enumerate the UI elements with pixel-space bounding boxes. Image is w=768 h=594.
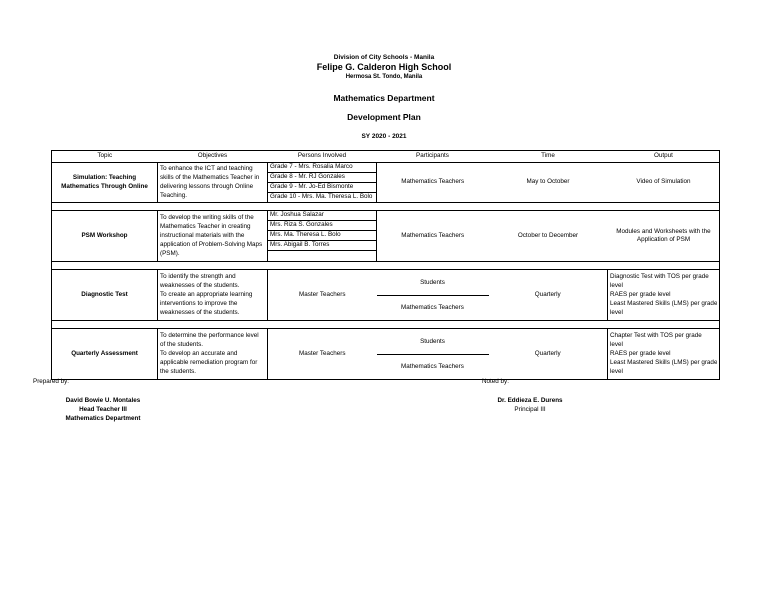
objective-line: instructional materials with the	[160, 231, 245, 239]
output-cell	[608, 270, 720, 321]
output-line: RAES per grade level	[610, 290, 671, 298]
objective-line: weaknesses of the students.	[160, 308, 240, 316]
person-line: Mrs. Ma. Theresa L. Bolo	[268, 231, 376, 241]
person-line: Mrs. Riza S. Gonzales	[268, 221, 376, 231]
topic-cell: PSM Workshop	[52, 211, 158, 262]
output-cell: Modules and Worksheets with the Application of PSM	[608, 211, 720, 262]
col-header-output: Output	[608, 151, 720, 163]
topic-cell: Quarterly Assessment	[52, 329, 158, 380]
table-row	[52, 270, 720, 321]
objective-line: (PSM).	[160, 249, 180, 257]
school-address: Hermosa St. Tondo, Manila	[345, 74, 423, 80]
persons-cell	[268, 163, 377, 203]
participant-line: Students	[377, 330, 489, 355]
person-line: Grade 8 - Mr. RJ Gonzales	[268, 173, 376, 183]
table-row	[52, 163, 720, 203]
noted-by-title: Principal III	[514, 406, 546, 413]
objectives-cell	[158, 211, 268, 262]
time-cell: May to October	[489, 163, 608, 203]
objective-line: To determine the performance level	[160, 331, 259, 339]
topic-cell: Diagnostic Test	[52, 270, 158, 321]
col-header-topic: Topic	[52, 151, 158, 163]
objective-line: Mathematics Teacher in creating	[160, 222, 251, 230]
col-header-participants: Participants	[377, 151, 489, 163]
objective-line: weaknesses of the students.	[160, 281, 240, 289]
objective-line: To develop the writing skills of the	[160, 213, 254, 221]
time-cell: Quarterly	[489, 270, 608, 321]
person-line: Grade 10 - Mrs. Ma. Theresa L. Bolo	[270, 193, 373, 200]
output-cell: Video of Simulation	[608, 163, 720, 203]
persons-cell	[268, 211, 377, 262]
table-header-row	[52, 151, 720, 163]
noted-by-label: Noted by:	[482, 378, 509, 385]
objectives-cell	[158, 270, 268, 321]
participant-line: Mathematics Teachers	[401, 362, 464, 370]
persons-cell: Master Teachers	[268, 329, 377, 380]
objective-line: To develop an accurate and	[160, 349, 238, 357]
time-cell: October to December	[489, 211, 608, 262]
output-line: level	[610, 308, 623, 316]
output-cell	[608, 329, 720, 380]
objective-line: the students.	[160, 367, 197, 375]
objective-line: To create an appropriate learning	[160, 290, 253, 298]
objectives-cell	[158, 163, 268, 203]
person-line: Mrs. Abigail B. Torres	[268, 241, 376, 251]
participant-line: Students	[377, 271, 489, 296]
objective-line: skills of the Mathematics Teacher in	[160, 173, 260, 181]
objective-line: Teaching.	[160, 191, 187, 199]
school-name: Felipe G. Calderon High School	[316, 62, 452, 72]
output-line: Diagnostic Test with TOS per grade	[610, 272, 709, 280]
output-line: level	[610, 340, 623, 348]
col-header-persons: Persons Involved	[268, 151, 377, 163]
topic-cell: Simulation: Teaching Mathematics Through Online	[52, 163, 158, 203]
output-line: Least Mastered Skills (LMS) per grade	[610, 358, 718, 366]
objectives-cell	[158, 329, 268, 380]
person-line: Mr. Joshua Salazar	[268, 211, 376, 221]
department-name: Mathematics Department	[333, 93, 435, 103]
prepared-by-department: Mathematics Department	[65, 415, 141, 422]
objective-line: To identify the strength and	[160, 272, 236, 280]
participants-cell: Mathematics Teachers	[377, 211, 489, 262]
objective-line: To enhance the ICT and teaching	[160, 164, 253, 172]
participants-cell	[377, 329, 489, 380]
person-line: Grade 7 - Mrs. Rosalia Marco	[268, 163, 376, 173]
development-plan-table	[51, 150, 720, 380]
objective-line: interventions to improve the	[160, 299, 238, 307]
col-header-time: Time	[489, 151, 608, 163]
table-row	[52, 329, 720, 380]
objective-line: application of Problem-Solving Maps	[160, 240, 263, 248]
prepared-by-name: David Bowie U. Montales	[65, 397, 141, 404]
output-line: level	[610, 281, 623, 289]
objective-line: delivering lessons through Online	[160, 182, 254, 190]
participants-cell	[377, 270, 489, 321]
prepared-by-title: Head Teacher III	[79, 406, 127, 413]
output-line: Chapter Test with TOS per grade	[610, 331, 702, 339]
objective-line: of the students.	[160, 340, 204, 348]
output-line: RAES per grade level	[610, 349, 671, 357]
person-line: Grade 9 - Mr. Jo-Ed Bismonte	[268, 183, 376, 193]
col-header-objectives: Objectives	[158, 151, 268, 163]
output-line: level	[610, 367, 623, 375]
plan-title: Development Plan	[347, 112, 421, 122]
prepared-by-label: Prepared by:	[33, 378, 70, 385]
table-row	[52, 211, 720, 262]
participant-line: Mathematics Teachers	[401, 303, 464, 311]
objective-line: applicable remediation program for	[160, 358, 258, 366]
persons-cell: Master Teachers	[268, 270, 377, 321]
noted-by-name: Dr. Eddieza E. Durens	[497, 397, 563, 404]
school-year: SY 2020 - 2021	[361, 133, 407, 140]
time-cell: Quarterly	[489, 329, 608, 380]
participants-cell: Mathematics Teachers	[377, 163, 489, 203]
division-name: Division of City Schools - Manila	[333, 54, 435, 61]
output-line: Least Mastered Skills (LMS) per grade	[610, 299, 718, 307]
